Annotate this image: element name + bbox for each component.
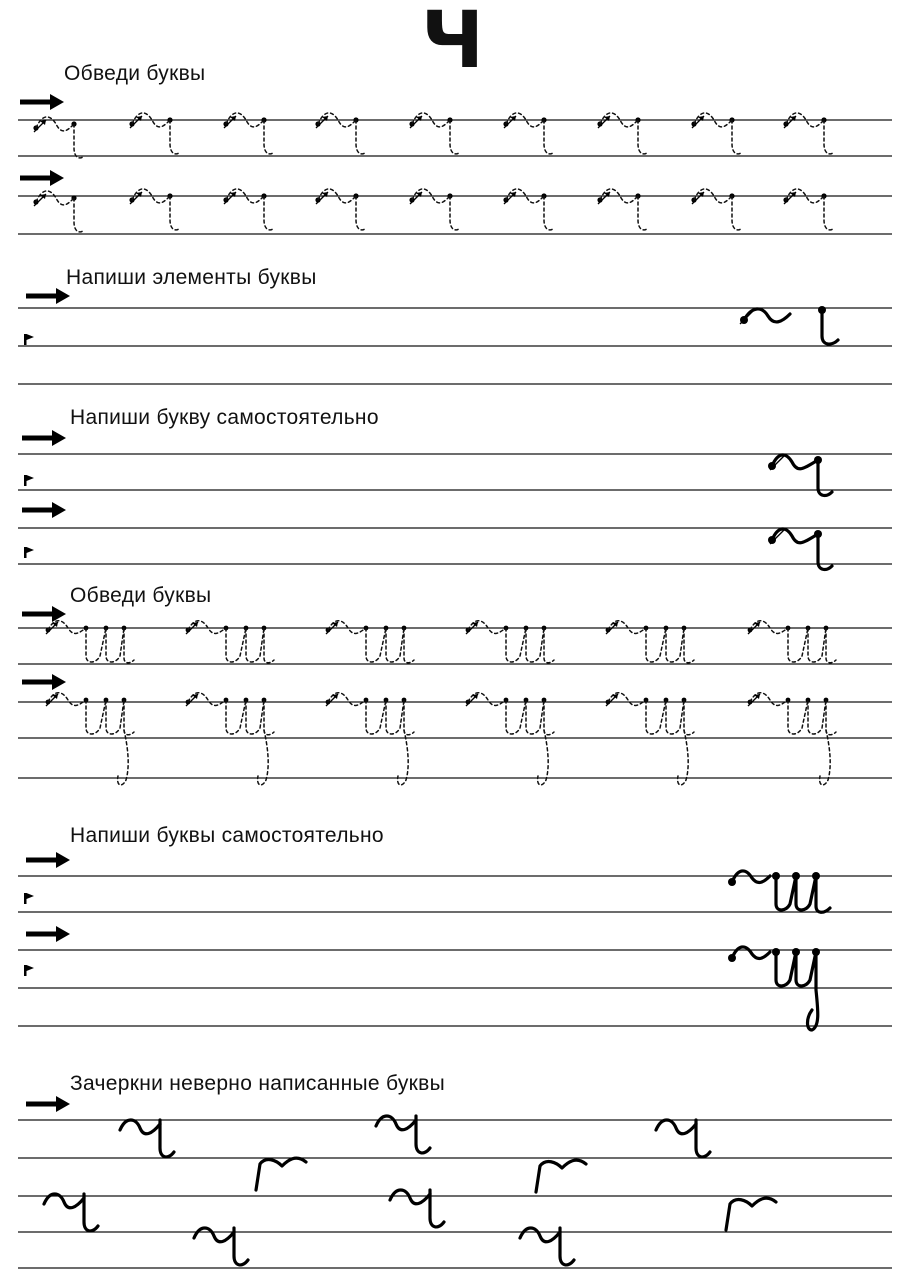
- right-arrow-icon: [22, 502, 66, 518]
- page-letter-title: Ч: [420, 0, 487, 86]
- flag-icon: [24, 334, 34, 345]
- right-arrow-icon: [22, 430, 66, 446]
- right-arrow-icon: [26, 852, 70, 868]
- instruction-cross-out: Зачеркни неверно написанные буквы: [70, 1072, 445, 1095]
- right-arrow-icon: [22, 606, 66, 622]
- trace-row-4: [46, 693, 836, 785]
- right-arrow-icon: [20, 94, 64, 110]
- letters-sample-1: [728, 871, 830, 912]
- right-arrow-icon: [26, 288, 70, 304]
- flag-icon: [24, 965, 34, 976]
- flag-icon: [24, 475, 34, 486]
- trace-row-3: [46, 621, 836, 663]
- flag-icon: [24, 893, 34, 904]
- letter-choices: [44, 1116, 776, 1265]
- right-arrow-icon: [20, 170, 64, 186]
- instruction-write-letters: Напиши буквы самостоятельно: [70, 824, 384, 847]
- instruction-trace-letters-2: Обведи буквы: [70, 584, 212, 607]
- instruction-write-letter: Напиши букву самостоятельно: [70, 406, 379, 429]
- right-arrow-icon: [26, 1096, 70, 1112]
- instruction-trace-letters: Обведи буквы: [64, 62, 206, 85]
- element-samples: [740, 306, 838, 344]
- instruction-write-elements: Напиши элементы буквы: [66, 266, 317, 289]
- right-arrow-icon: [22, 674, 66, 690]
- right-arrow-icon: [26, 926, 70, 942]
- flag-icon: [24, 547, 34, 558]
